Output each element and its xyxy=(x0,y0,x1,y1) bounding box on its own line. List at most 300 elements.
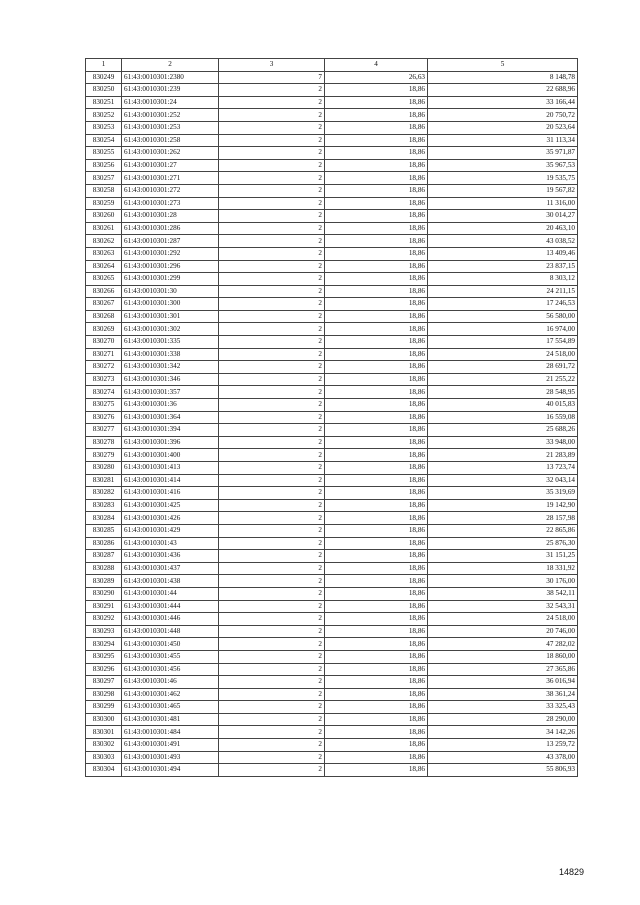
table-cell: 61:43:0010301:342 xyxy=(122,361,219,374)
table-cell: 61:43:0010301:252 xyxy=(122,109,219,122)
table-cell: 61:43:0010301:455 xyxy=(122,650,219,663)
table-cell: 830263 xyxy=(86,247,122,260)
table-cell: 61:43:0010301:444 xyxy=(122,600,219,613)
table-cell: 2 xyxy=(219,96,325,109)
table-cell: 18,86 xyxy=(325,650,428,663)
table-cell: 830275 xyxy=(86,399,122,412)
table-cell: 31 113,34 xyxy=(428,134,578,147)
table-cell: 2 xyxy=(219,235,325,248)
table-cell: 18,86 xyxy=(325,512,428,525)
table-row xyxy=(86,348,578,361)
table-cell: 2 xyxy=(219,197,325,210)
table-row xyxy=(86,323,578,336)
table-cell: 18,86 xyxy=(325,663,428,676)
table-cell: 33 325,43 xyxy=(428,701,578,714)
table-cell: 18,86 xyxy=(325,713,428,726)
table-cell: 18,86 xyxy=(325,336,428,349)
table-cell: 2 xyxy=(219,449,325,462)
table-cell: 830288 xyxy=(86,562,122,575)
table-cell: 18,86 xyxy=(325,84,428,97)
table-cell: 20 746,00 xyxy=(428,625,578,638)
table-cell: 61:43:0010301:394 xyxy=(122,424,219,437)
table-cell: 33 948,00 xyxy=(428,436,578,449)
table-cell: 28 548,95 xyxy=(428,386,578,399)
table-cell: 28 691,72 xyxy=(428,361,578,374)
table-cell: 61:43:0010301:416 xyxy=(122,487,219,500)
table-cell: 18,86 xyxy=(325,348,428,361)
table-cell: 830299 xyxy=(86,701,122,714)
table-cell: 2 xyxy=(219,638,325,651)
table-cell: 2 xyxy=(219,676,325,689)
table-cell: 2 xyxy=(219,147,325,160)
table-cell: 61:43:0010301:446 xyxy=(122,613,219,626)
column-header: 1 xyxy=(86,59,122,72)
table-cell: 2 xyxy=(219,575,325,588)
table-cell: 830295 xyxy=(86,650,122,663)
table-cell: 2 xyxy=(219,487,325,500)
table-cell: 18,86 xyxy=(325,575,428,588)
table-cell: 18,86 xyxy=(325,600,428,613)
table-row xyxy=(86,487,578,500)
table-cell: 830294 xyxy=(86,638,122,651)
data-table xyxy=(85,58,578,777)
header-row xyxy=(86,59,578,72)
table-row xyxy=(86,537,578,550)
table-row xyxy=(86,184,578,197)
table-cell: 18,86 xyxy=(325,285,428,298)
table-cell: 18,86 xyxy=(325,197,428,210)
table-cell: 18,86 xyxy=(325,373,428,386)
table-cell: 18,86 xyxy=(325,399,428,412)
table-cell: 18,86 xyxy=(325,701,428,714)
table-cell: 830265 xyxy=(86,273,122,286)
table-cell: 20 463,10 xyxy=(428,222,578,235)
table-row xyxy=(86,751,578,764)
table-cell: 43 038,52 xyxy=(428,235,578,248)
table-cell: 47 282,02 xyxy=(428,638,578,651)
table-cell: 18,86 xyxy=(325,625,428,638)
table-cell: 20 750,72 xyxy=(428,109,578,122)
table-row xyxy=(86,134,578,147)
table-cell: 43 378,00 xyxy=(428,751,578,764)
table-cell: 2 xyxy=(219,512,325,525)
table-row xyxy=(86,247,578,260)
table-cell: 13 409,46 xyxy=(428,247,578,260)
table-cell: 18,86 xyxy=(325,109,428,122)
table-cell: 830278 xyxy=(86,436,122,449)
table-cell: 830267 xyxy=(86,298,122,311)
table-cell: 61:43:0010301:425 xyxy=(122,499,219,512)
table-cell: 33 166,44 xyxy=(428,96,578,109)
table-cell: 2 xyxy=(219,373,325,386)
table-cell: 18,86 xyxy=(325,361,428,374)
table-cell: 28 290,00 xyxy=(428,713,578,726)
table-cell: 61:43:0010301:301 xyxy=(122,310,219,323)
table-row xyxy=(86,562,578,575)
table-cell: 18,86 xyxy=(325,222,428,235)
table-cell: 18,86 xyxy=(325,764,428,777)
table-row xyxy=(86,399,578,412)
table-cell: 830291 xyxy=(86,600,122,613)
table-cell: 18,86 xyxy=(325,436,428,449)
table-cell: 40 015,83 xyxy=(428,399,578,412)
table-row xyxy=(86,764,578,777)
table-cell: 61:43:0010301:414 xyxy=(122,474,219,487)
table-cell: 18,86 xyxy=(325,550,428,563)
table-row xyxy=(86,550,578,563)
table-row xyxy=(86,147,578,160)
table-cell: 18,86 xyxy=(325,411,428,424)
table-cell: 830252 xyxy=(86,109,122,122)
table-row xyxy=(86,726,578,739)
table-cell: 2 xyxy=(219,411,325,424)
table-cell: 32 043,14 xyxy=(428,474,578,487)
table-cell: 830256 xyxy=(86,159,122,172)
table-row xyxy=(86,474,578,487)
table-row xyxy=(86,222,578,235)
table-row xyxy=(86,625,578,638)
table-cell: 830264 xyxy=(86,260,122,273)
table-cell: 18,86 xyxy=(325,273,428,286)
table-cell: 61:43:0010301:28 xyxy=(122,210,219,223)
table-row xyxy=(86,701,578,714)
table-cell: 26,63 xyxy=(325,71,428,84)
table-row xyxy=(86,663,578,676)
table-cell: 61:43:0010301:239 xyxy=(122,84,219,97)
table-cell: 2 xyxy=(219,121,325,134)
table-cell: 18,86 xyxy=(325,247,428,260)
table-cell: 19 567,82 xyxy=(428,184,578,197)
table-cell: 18,86 xyxy=(325,537,428,550)
table-row xyxy=(86,600,578,613)
table-cell: 830279 xyxy=(86,449,122,462)
table-cell: 24 518,00 xyxy=(428,348,578,361)
table-cell: 8 148,78 xyxy=(428,71,578,84)
table-cell: 2 xyxy=(219,399,325,412)
table-cell: 2 xyxy=(219,159,325,172)
table-cell: 61:43:0010301:292 xyxy=(122,247,219,260)
table-row xyxy=(86,109,578,122)
table-cell: 2 xyxy=(219,361,325,374)
table-cell: 61:43:0010301:493 xyxy=(122,751,219,764)
table-row xyxy=(86,650,578,663)
table-cell: 830287 xyxy=(86,550,122,563)
table-cell: 61:43:0010301:30 xyxy=(122,285,219,298)
table-cell: 2 xyxy=(219,348,325,361)
table-cell: 18,86 xyxy=(325,134,428,147)
table-cell: 2 xyxy=(219,134,325,147)
table-cell: 830253 xyxy=(86,121,122,134)
table-cell: 830301 xyxy=(86,726,122,739)
table-cell: 61:43:0010301:357 xyxy=(122,386,219,399)
table-cell: 21 283,89 xyxy=(428,449,578,462)
table-cell: 61:43:0010301:36 xyxy=(122,399,219,412)
table-cell: 61:43:0010301:302 xyxy=(122,323,219,336)
table-cell: 61:43:0010301:438 xyxy=(122,575,219,588)
table-row xyxy=(86,84,578,97)
table-cell: 61:43:0010301:296 xyxy=(122,260,219,273)
table-cell: 830272 xyxy=(86,361,122,374)
table-row xyxy=(86,96,578,109)
table-cell: 38 542,11 xyxy=(428,587,578,600)
table-cell: 830262 xyxy=(86,235,122,248)
table-cell: 61:43:0010301:338 xyxy=(122,348,219,361)
table-row xyxy=(86,499,578,512)
table-cell: 36 016,94 xyxy=(428,676,578,689)
table-cell: 2 xyxy=(219,688,325,701)
table-cell: 56 580,00 xyxy=(428,310,578,323)
table-cell: 830258 xyxy=(86,184,122,197)
table-cell: 830280 xyxy=(86,462,122,475)
table-cell: 22 688,96 xyxy=(428,84,578,97)
table-cell: 2 xyxy=(219,600,325,613)
table-cell: 830302 xyxy=(86,739,122,752)
table-cell: 61:43:0010301:262 xyxy=(122,147,219,160)
table-row xyxy=(86,197,578,210)
table-cell: 18,86 xyxy=(325,147,428,160)
table-cell: 830255 xyxy=(86,147,122,160)
table-cell: 830274 xyxy=(86,386,122,399)
table-cell: 830283 xyxy=(86,499,122,512)
table-cell: 61:43:0010301:24 xyxy=(122,96,219,109)
table-row xyxy=(86,285,578,298)
table-row xyxy=(86,688,578,701)
table-row xyxy=(86,575,578,588)
table-cell: 830249 xyxy=(86,71,122,84)
table-cell: 18,86 xyxy=(325,462,428,475)
table-cell: 35 319,69 xyxy=(428,487,578,500)
table-row xyxy=(86,411,578,424)
table-cell: 18,86 xyxy=(325,386,428,399)
table-cell: 31 151,25 xyxy=(428,550,578,563)
table-cell: 35 971,87 xyxy=(428,147,578,160)
table-cell: 30 176,00 xyxy=(428,575,578,588)
table-cell: 18,86 xyxy=(325,739,428,752)
table-cell: 61:43:0010301:481 xyxy=(122,713,219,726)
table-cell: 830261 xyxy=(86,222,122,235)
table-cell: 61:43:0010301:456 xyxy=(122,663,219,676)
table-row xyxy=(86,298,578,311)
table-row xyxy=(86,273,578,286)
table-cell: 18,86 xyxy=(325,235,428,248)
table-cell: 2 xyxy=(219,285,325,298)
table-cell: 61:43:0010301:437 xyxy=(122,562,219,575)
table-cell: 16 974,00 xyxy=(428,323,578,336)
table-cell: 2 xyxy=(219,650,325,663)
table-cell: 61:43:0010301:400 xyxy=(122,449,219,462)
table-cell: 830251 xyxy=(86,96,122,109)
table-cell: 61:43:0010301:396 xyxy=(122,436,219,449)
table-cell: 18,86 xyxy=(325,449,428,462)
table-cell: 8 303,12 xyxy=(428,273,578,286)
table-cell: 2 xyxy=(219,273,325,286)
table-row xyxy=(86,260,578,273)
table-cell: 17 246,53 xyxy=(428,298,578,311)
table-cell: 18,86 xyxy=(325,676,428,689)
table-row xyxy=(86,172,578,185)
table-cell: 18,86 xyxy=(325,474,428,487)
table-cell: 830250 xyxy=(86,84,122,97)
table-cell: 830268 xyxy=(86,310,122,323)
table-cell: 22 865,86 xyxy=(428,524,578,537)
table-cell: 830276 xyxy=(86,411,122,424)
table-cell: 2 xyxy=(219,436,325,449)
table-cell: 2 xyxy=(219,210,325,223)
table-cell: 18,86 xyxy=(325,638,428,651)
table-cell: 61:43:0010301:462 xyxy=(122,688,219,701)
table-cell: 830285 xyxy=(86,524,122,537)
table-cell: 830266 xyxy=(86,285,122,298)
table-cell: 61:43:0010301:436 xyxy=(122,550,219,563)
table-cell: 830293 xyxy=(86,625,122,638)
column-header: 5 xyxy=(428,59,578,72)
table-row xyxy=(86,462,578,475)
table-row xyxy=(86,613,578,626)
table-header xyxy=(86,59,578,72)
table-cell: 830284 xyxy=(86,512,122,525)
table-cell: 18,86 xyxy=(325,562,428,575)
table-cell: 38 361,24 xyxy=(428,688,578,701)
table-cell: 830300 xyxy=(86,713,122,726)
table-cell: 18,86 xyxy=(325,688,428,701)
table-cell: 21 255,22 xyxy=(428,373,578,386)
table-cell: 2 xyxy=(219,298,325,311)
table-cell: 2 xyxy=(219,260,325,273)
table-cell: 2 xyxy=(219,663,325,676)
table-row xyxy=(86,159,578,172)
table-cell: 2 xyxy=(219,524,325,537)
table-cell: 35 967,53 xyxy=(428,159,578,172)
table-row xyxy=(86,512,578,525)
table-row xyxy=(86,424,578,437)
table-cell: 27 365,86 xyxy=(428,663,578,676)
table-cell: 18 860,00 xyxy=(428,650,578,663)
table-cell: 20 523,64 xyxy=(428,121,578,134)
table-cell: 61:43:0010301:346 xyxy=(122,373,219,386)
table-cell: 61:43:0010301:426 xyxy=(122,512,219,525)
table-row xyxy=(86,310,578,323)
table-cell: 61:43:0010301:484 xyxy=(122,726,219,739)
table-cell: 2 xyxy=(219,172,325,185)
table-cell: 2 xyxy=(219,336,325,349)
table-cell: 61:43:0010301:413 xyxy=(122,462,219,475)
table-cell: 830286 xyxy=(86,537,122,550)
table-cell: 61:43:0010301:494 xyxy=(122,764,219,777)
table-cell: 2 xyxy=(219,323,325,336)
table-row xyxy=(86,638,578,651)
table-cell: 830282 xyxy=(86,487,122,500)
table-cell: 2 xyxy=(219,537,325,550)
table-cell: 18,86 xyxy=(325,524,428,537)
table-cell: 61:43:0010301:286 xyxy=(122,222,219,235)
table-cell: 830273 xyxy=(86,373,122,386)
table-cell: 18,86 xyxy=(325,613,428,626)
table-cell: 61:43:0010301:448 xyxy=(122,625,219,638)
table-cell: 61:43:0010301:465 xyxy=(122,701,219,714)
table-cell: 18 331,92 xyxy=(428,562,578,575)
table-cell: 2 xyxy=(219,562,325,575)
table-cell: 24 518,00 xyxy=(428,613,578,626)
table-cell: 18,86 xyxy=(325,487,428,500)
table-cell: 61:43:0010301:299 xyxy=(122,273,219,286)
table-cell: 830290 xyxy=(86,587,122,600)
table-cell: 2 xyxy=(219,424,325,437)
table-cell: 61:43:0010301:46 xyxy=(122,676,219,689)
table-row xyxy=(86,449,578,462)
table-row xyxy=(86,587,578,600)
table-cell: 830297 xyxy=(86,676,122,689)
table-cell: 2 xyxy=(219,109,325,122)
table-cell: 2 xyxy=(219,751,325,764)
table-cell: 18,86 xyxy=(325,260,428,273)
table-row xyxy=(86,713,578,726)
table-cell: 61:43:0010301:273 xyxy=(122,197,219,210)
table-row xyxy=(86,739,578,752)
table-cell: 2 xyxy=(219,713,325,726)
table-cell: 32 543,31 xyxy=(428,600,578,613)
table-cell: 61:43:0010301:253 xyxy=(122,121,219,134)
table-cell: 830298 xyxy=(86,688,122,701)
table-row xyxy=(86,210,578,223)
table-cell: 2 xyxy=(219,726,325,739)
table-cell: 18,86 xyxy=(325,172,428,185)
table-cell: 24 211,15 xyxy=(428,285,578,298)
table-cell: 18,86 xyxy=(325,310,428,323)
table-cell: 61:43:0010301:2380 xyxy=(122,71,219,84)
table-cell: 18,86 xyxy=(325,424,428,437)
table-cell: 830257 xyxy=(86,172,122,185)
table-cell: 2 xyxy=(219,184,325,197)
table-cell: 2 xyxy=(219,222,325,235)
column-header: 4 xyxy=(325,59,428,72)
table-cell: 2 xyxy=(219,625,325,638)
table-cell: 61:43:0010301:364 xyxy=(122,411,219,424)
table-cell: 830277 xyxy=(86,424,122,437)
table-cell: 30 014,27 xyxy=(428,210,578,223)
table-cell: 61:43:0010301:450 xyxy=(122,638,219,651)
table-row xyxy=(86,121,578,134)
table-row xyxy=(86,436,578,449)
table-cell: 61:43:0010301:287 xyxy=(122,235,219,248)
table-cell: 2 xyxy=(219,587,325,600)
table-cell: 18,86 xyxy=(325,751,428,764)
table-cell: 18,86 xyxy=(325,323,428,336)
table-cell: 61:43:0010301:300 xyxy=(122,298,219,311)
table-cell: 19 535,75 xyxy=(428,172,578,185)
table-cell: 19 142,90 xyxy=(428,499,578,512)
table-cell: 18,86 xyxy=(325,210,428,223)
table-row xyxy=(86,386,578,399)
table-cell: 17 554,89 xyxy=(428,336,578,349)
table-cell: 830270 xyxy=(86,336,122,349)
table-cell: 2 xyxy=(219,84,325,97)
table-cell: 2 xyxy=(219,764,325,777)
table-cell: 61:43:0010301:271 xyxy=(122,172,219,185)
table-cell: 18,86 xyxy=(325,184,428,197)
table-cell: 2 xyxy=(219,462,325,475)
table-cell: 18,86 xyxy=(325,298,428,311)
table-cell: 61:43:0010301:429 xyxy=(122,524,219,537)
table-cell: 28 157,98 xyxy=(428,512,578,525)
table-row xyxy=(86,524,578,537)
table-cell: 18,86 xyxy=(325,499,428,512)
table-cell: 830254 xyxy=(86,134,122,147)
table-cell: 2 xyxy=(219,550,325,563)
column-header: 3 xyxy=(219,59,325,72)
table-cell: 2 xyxy=(219,310,325,323)
table-row xyxy=(86,71,578,84)
table-row xyxy=(86,373,578,386)
